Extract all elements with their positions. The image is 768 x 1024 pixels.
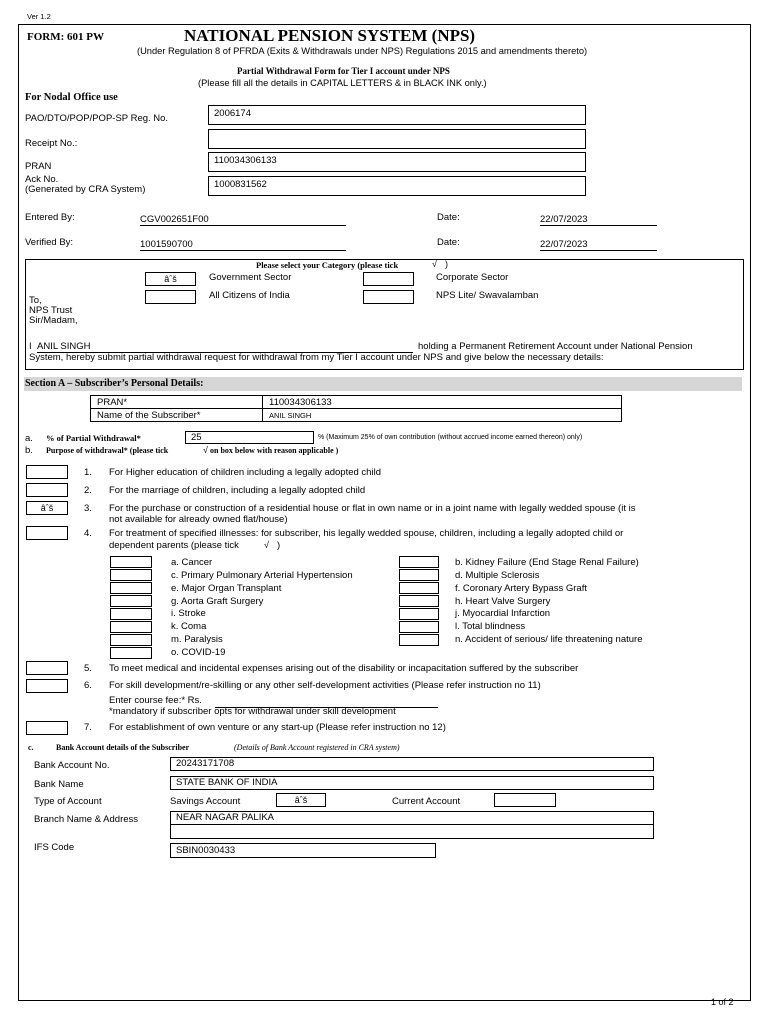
purpose-5-label: To meet medical and incidental expenses arising out of the disability or incapacitation suffered by the subscriber [109, 663, 579, 674]
purpose-4-checkbox[interactable] [26, 526, 68, 540]
illness-o-checkbox[interactable] [110, 647, 152, 659]
bank-heading: Bank Account details of the Subscriber [56, 743, 190, 752]
form-name: Partial Withdrawal Form for Tier I account under NPS [237, 66, 450, 76]
purpose-1-label: For Higher education of children including a legally adopted child [109, 467, 381, 478]
account-type-label: Type of Account [34, 796, 102, 807]
illness-k-label: k. Coma [171, 621, 207, 632]
form-subtitle: (Under Regulation 8 of PFRDA (Exits & Withdrawals under NPS) Regulations 2015 and amendments thereto) [137, 46, 588, 56]
purpose-7-label: For establishment of own venture or any start-up (Please refer instruction no 12) [109, 722, 446, 733]
nodal-heading: For Nodal Office use [25, 92, 118, 103]
purpose-4-label-line-2: dependent parents (please tick [109, 540, 239, 551]
illness-c-label: c. Primary Pulmonary Arterial Hypertension [171, 570, 353, 581]
illness-n-label: n. Accident of serious/ life threatening nature [455, 634, 643, 645]
purpose-6-number: 6. [84, 680, 92, 691]
branch-field-line-2[interactable] [170, 825, 654, 839]
illness-d-label: d. Multiple Sclerosis [455, 570, 540, 581]
branch-field-line-1[interactable]: NEAR NAGAR PALIKA [170, 811, 654, 825]
bank-account-no-field[interactable]: 20243171708 [170, 757, 654, 771]
purpose-3-label-line-2: not available for already owned flat/house) [109, 514, 288, 525]
illness-f-checkbox[interactable] [399, 582, 439, 594]
all-citizens-label: All Citizens of India [209, 290, 290, 301]
version-label: Ver 1.2 [27, 12, 51, 21]
form-number: FORM: 601 PW [27, 31, 104, 43]
purpose-3-number: 3. [84, 503, 92, 514]
subscriber-name-field[interactable]: ANIL SINGH [37, 341, 413, 353]
illness-l-label: l. Total blindness [455, 621, 526, 632]
bank-name-label: Bank Name [34, 779, 84, 790]
illness-m-checkbox[interactable] [110, 634, 152, 646]
pct-withdrawal-label: % of Partial Withdrawal* [46, 433, 141, 443]
nps-lite-label: NPS Lite/ Swavalamban [436, 290, 539, 301]
illness-d-checkbox[interactable] [399, 569, 439, 581]
entered-date-label: Date: [437, 212, 460, 223]
ack-no-sublabel: (Generated by CRA System) [25, 184, 146, 195]
form-title: NATIONAL PENSION SYSTEM (NPS) [184, 26, 476, 45]
purpose-5-number: 5. [84, 663, 92, 674]
nps-lite-checkbox[interactable] [363, 290, 414, 304]
bank-account-no-label: Bank Account No. [34, 760, 110, 771]
salutation: Sir/Madam, [29, 315, 78, 326]
pran-cell-label: PRAN* [90, 395, 263, 409]
branch-label: Branch Name & Address [34, 814, 139, 825]
purpose-2-label: For the marriage of children, including a legally adopted child [109, 485, 366, 496]
illness-i-label: i. Stroke [171, 608, 206, 619]
corporate-sector-checkbox[interactable] [363, 272, 414, 286]
entered-by-field[interactable]: CGV002651F00 [140, 214, 346, 226]
govt-sector-label: Government Sector [209, 272, 292, 283]
illness-a-label: a. Cancer [171, 557, 213, 568]
purpose-label: Purpose of withdrawal* (please tick [46, 446, 169, 455]
illness-a-checkbox[interactable] [110, 556, 152, 568]
illness-h-label: h. Heart Valve Surgery [455, 596, 551, 607]
govt-sector-checkbox[interactable]: âˆš [145, 272, 196, 286]
verified-by-field[interactable]: 1001590700 [140, 239, 346, 251]
illness-e-checkbox[interactable] [110, 582, 152, 594]
bank-heading-note: (Details of Bank Account registered in CRA system) [234, 743, 400, 752]
purpose-2-checkbox[interactable] [26, 483, 68, 497]
ack-no-field[interactable]: 1000831562 [208, 176, 586, 196]
purpose-3-checkbox[interactable]: âˆš [26, 501, 68, 515]
all-citizens-checkbox[interactable] [145, 290, 196, 304]
section-a-heading: Section A – Subscriber’s Personal Details: [25, 378, 204, 389]
item-c-label: c. [28, 743, 34, 752]
to-label: To, [29, 295, 42, 306]
verified-date-field[interactable]: 22/07/2023 [540, 239, 657, 251]
illness-j-label: j. Myocardial Infarction [455, 608, 551, 619]
subscriber-name-cell-label: Name of the Subscriber* [90, 408, 263, 422]
pran-cell-value[interactable]: 110034306133 [262, 395, 622, 409]
pct-withdrawal-field[interactable]: 25 [185, 431, 314, 444]
receipt-no-label: Receipt No.: [25, 138, 78, 149]
statement-line-2: System, hereby submit partial withdrawal request for withdrawal from my Tier I account under NPS and give below the necessary details: [29, 352, 604, 363]
illness-i-checkbox[interactable] [110, 608, 152, 620]
purpose-tick-icon: √ [203, 445, 208, 455]
verified-date-label: Date: [437, 237, 460, 248]
illness-n-checkbox[interactable] [399, 634, 439, 646]
current-account-label: Current Account [392, 796, 461, 807]
purpose-7-checkbox[interactable] [26, 721, 68, 735]
illness-h-checkbox[interactable] [399, 595, 439, 607]
bank-name-field[interactable]: STATE BANK OF INDIA [170, 776, 654, 790]
purpose-label-tail: on box below with reason applicable ) [210, 446, 339, 455]
ifs-code-field[interactable]: SBIN0030433 [170, 843, 436, 858]
page-number: 1 of 2 [711, 997, 734, 1007]
illness-b-checkbox[interactable] [399, 556, 439, 568]
purpose-5-checkbox[interactable] [26, 661, 68, 675]
ack-no-label: Ack No. [25, 174, 59, 185]
tick-icon: √ [432, 259, 437, 269]
i-label: I [29, 341, 32, 352]
illness-g-checkbox[interactable] [110, 595, 152, 607]
verified-by-label: Verified By: [25, 237, 74, 248]
corporate-sector-label: Corporate Sector [436, 272, 509, 283]
illness-f-label: f. Coronary Artery Bypass Graft [455, 583, 587, 594]
purpose-7-number: 7. [84, 722, 92, 733]
purpose-1-number: 1. [84, 467, 92, 478]
illness-b-label: b. Kidney Failure (End Stage Renal Failure) [455, 557, 639, 568]
illness-m-label: m. Paralysis [171, 634, 223, 645]
entered-date-field[interactable]: 22/07/2023 [540, 214, 657, 226]
course-fee-note: *mandatory if subscriber opts for withdrawal under skill development [109, 706, 396, 717]
form-instruction: (Please fill all the details in CAPITAL LETTERS & in BLACK INK only.) [198, 78, 487, 88]
pran-field[interactable]: 110034306133 [208, 152, 586, 172]
course-fee-label: Enter course fee:* Rs. [109, 695, 202, 706]
reg-no-field[interactable]: 2006174 [208, 105, 586, 125]
purpose-2-number: 2. [84, 485, 92, 496]
entered-by-label: Entered By: [25, 212, 75, 223]
pct-withdrawal-note: % (Maximum 25% of own contribution (without accrued income earned thereon) only) [318, 434, 583, 441]
illness-g-label: g. Aorta Graft Surgery [171, 596, 264, 607]
illness-o-label: o. COVID-19 [171, 647, 226, 658]
current-account-checkbox[interactable] [494, 793, 556, 807]
purpose-4-close: ) [277, 540, 281, 551]
pran-label: PRAN [25, 161, 52, 172]
purpose-4-tick-icon: √ [264, 540, 269, 550]
purpose-6-label: For skill development/re-skilling or any other self-development activities (Please refer instruction no 11) [109, 680, 541, 691]
ifs-code-label: IFS Code [34, 842, 75, 853]
illness-l-checkbox[interactable] [399, 621, 439, 633]
purpose-1-checkbox[interactable] [26, 465, 68, 479]
savings-account-checkbox[interactable]: âˆš [276, 793, 326, 807]
statement-line-1: holding a Permanent Retirement Account under National Pension [418, 341, 693, 352]
illness-j-checkbox[interactable] [399, 608, 439, 620]
category-heading-close: ) [445, 259, 448, 269]
purpose-6-checkbox[interactable] [26, 679, 68, 693]
item-a-label: a. [25, 433, 33, 444]
purpose-4-number: 4. [84, 528, 92, 539]
nps-trust-label: NPS Trust [29, 305, 73, 316]
item-b-label: b. [25, 445, 33, 456]
reg-no-label: PAO/DTO/POP/POP-SP Reg. No. [25, 113, 169, 124]
savings-account-label: Savings Account [170, 796, 241, 807]
illness-k-checkbox[interactable] [110, 621, 152, 633]
illness-e-label: e. Major Organ Transplant [171, 583, 282, 594]
receipt-no-field[interactable] [208, 129, 586, 149]
illness-c-checkbox[interactable] [110, 569, 152, 581]
category-heading: Please select your Category (please tick [256, 260, 399, 270]
purpose-4-label-line-1: For treatment of specified illnesses: for subscriber, his legally wedded spouse, children, including a legally adopted child or [109, 528, 624, 539]
subscriber-name-cell-value[interactable]: ANIL SINGH [262, 408, 622, 422]
purpose-3-label-line-1: For the purchase or construction of a residential house or flat in own name or in a joint name with legally wedded spouse (it is [109, 503, 636, 514]
